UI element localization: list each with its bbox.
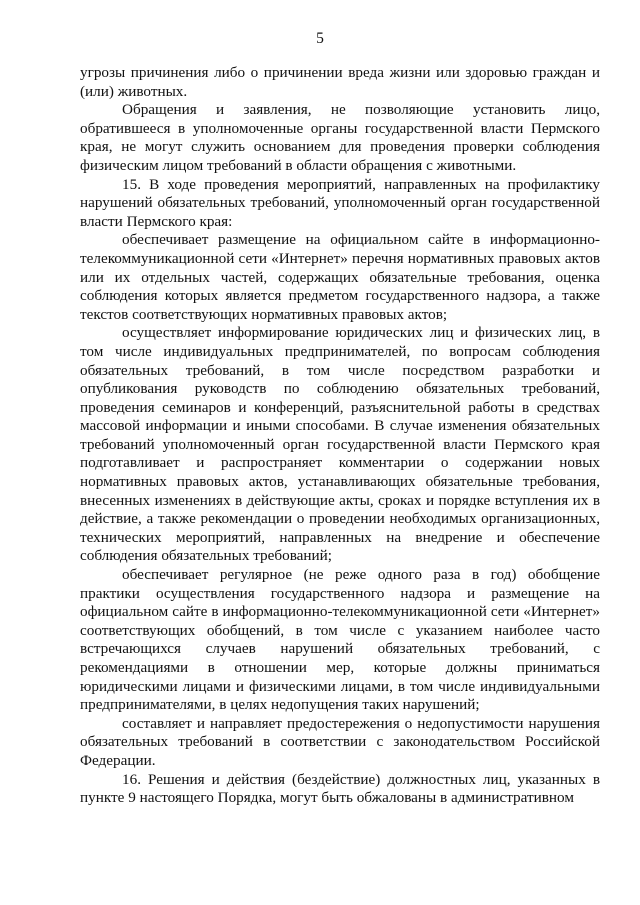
- paragraph-warnings: составляет и направляет предостережения о недопустимости нарушения обязательных требований в соответствии с законодательством Российской Федерации.: [80, 714, 600, 769]
- paragraph-continuation: угрозы причинения либо о причинении вреда жизни или здоровью граждан и (или) животных.: [80, 64, 600, 100]
- page-number: 5: [316, 30, 324, 47]
- paragraph-generalization: обеспечивает регулярное (не реже одного раза в год) обобщение практики осуществления государственного надзора и размещение на официальном сайте в информационно-телекоммуникационной сети «Интернет» соответствующих обобщений, в том числе с указанием наиболее часто встречающихся случаев нарушений обязательных требований, с рекомендациями в отношении мер, которые должны приниматься юридическими лицами и физическими лицами, в том числе индивидуальными предпринимателями, в целях недопущения таких нарушений;: [80, 566, 600, 714]
- paragraph-appeals: Обращения и заявления, не позволяющие установить лицо, обратившееся в уполномоченные органы государственной власти Пермского края, не могут служить основанием для проведения проверки соблюдения физическим лицом требований в области обращения с животными.: [80, 101, 600, 174]
- paragraph-15: 15. В ходе проведения мероприятий, направленных на профилактику нарушений обязательных требований, уполномоченный орган государственной власти Пермского края:: [80, 175, 600, 230]
- paragraph-informing: осуществляет информирование юридических лиц и физических лиц, в том числе индивидуальных предпринимателей, по вопросам соблюдения обязательных требований, в том числе посредством разработки и опубликования руководств по соблюдению обязательных требований, проведения семинаров и конференций, разъяснительной работы в средствах массовой информации и иными способами. В случае изменения обязательных требований уполномоченный орган государственной власти Пермского края подготавливает и распространяет комментарии о содержании новых нормативных правовых актов, устанавливающих обязательные требования, внесенных изменениях в действующие акты, сроках и порядке вступления их в действие, а также рекомендации о проведении необходимых организационных, технических мероприятий, направленных на внедрение и обеспечение соблюдения обязательных требований;: [80, 324, 600, 565]
- document-body: [80, 64, 600, 808]
- paragraph-16: 16. Решения и действия (бездействие) должностных лиц, указанных в пункте 9 настоящего Порядка, могут быть обжалованы в административном: [80, 770, 600, 807]
- paragraph-publication: обеспечивает размещение на официальном сайте в информационно-телекоммуникационной сети «Интернет» перечня нормативных правовых актов или их отдельных частей, содержащих обязательные требования, оценка соблюдения которых является предметом государственного надзора, а также текстов соответствующих нормативных правовых актов;: [80, 231, 600, 323]
